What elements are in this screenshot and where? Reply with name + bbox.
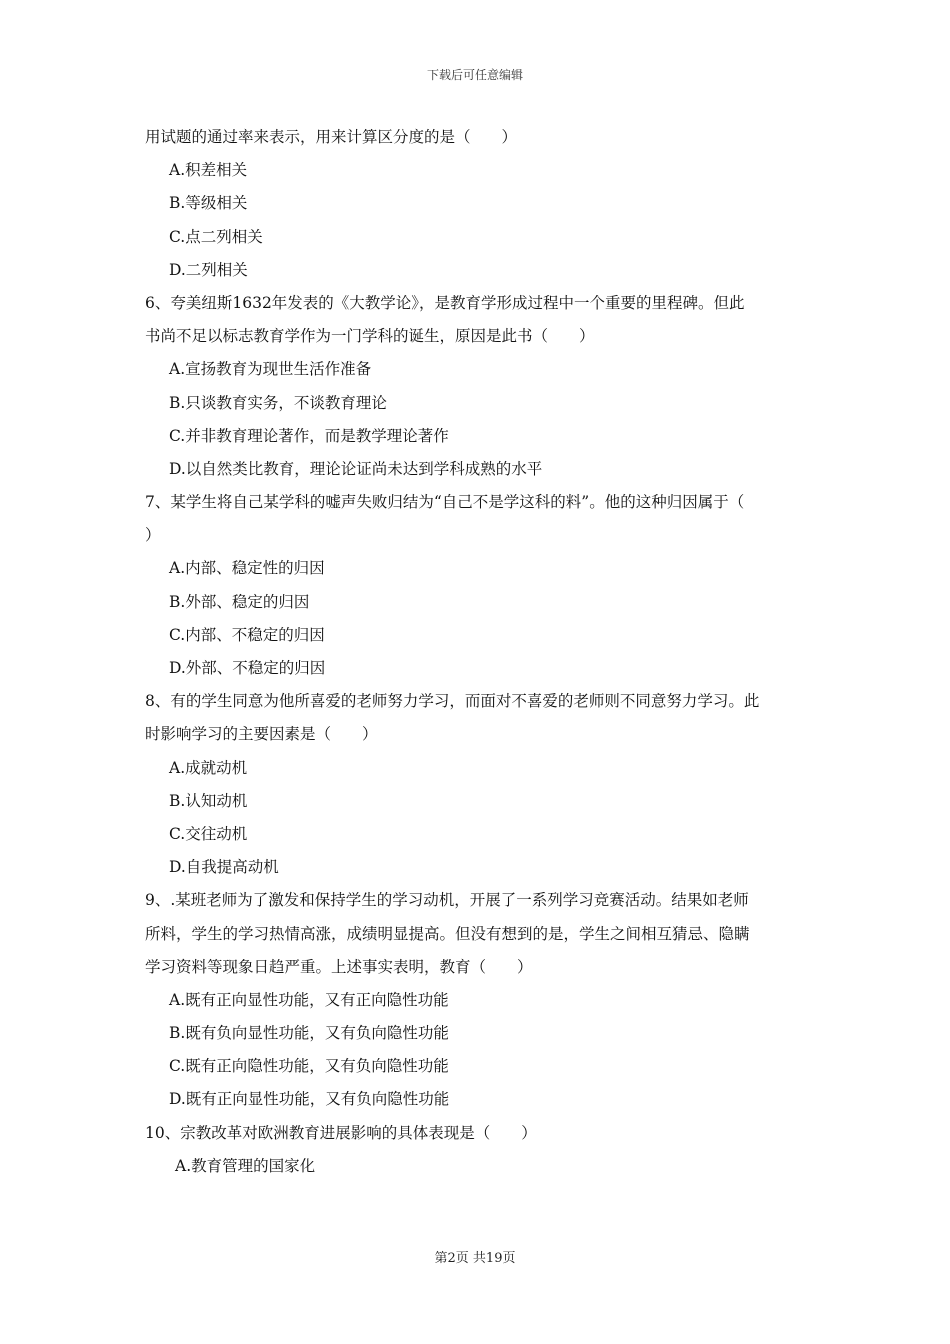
page-footer: 第2页 共19页 <box>434 1251 516 1266</box>
question-line: 6、夸美纽斯1632年发表的《大教学论》，是教育学形成过程中一个重要的里程碑。但此 <box>145 293 745 312</box>
document-body <box>145 121 815 1183</box>
question-line: 9、.某班老师为了激发和保持学生的学习动机，开展了一系列学习竞赛活动。结果如老师 <box>145 891 749 910</box>
option-line: A.积差相关 <box>169 161 248 180</box>
question-line: 8、有的学生同意为他所喜爱的老师努力学习，而面对不喜爱的老师则不同意努力学习。此 <box>145 692 760 711</box>
option-line: A.成就动机 <box>169 758 248 777</box>
option-line: B.认知动机 <box>169 791 248 810</box>
question-line: 10、宗教改革对欧洲教育进展影响的具体表现是（ ） <box>145 1123 537 1142</box>
option-line: C.内部、不稳定的归因 <box>169 625 325 644</box>
option-line: A.教育管理的国家化 <box>175 1156 316 1175</box>
option-line: D.既有正向显性功能，又有负向隐性功能 <box>169 1090 450 1109</box>
option-line: D.二列相关 <box>169 260 248 279</box>
option-line: A.既有正向显性功能，又有正向隐性功能 <box>169 990 449 1009</box>
option-line: C.并非教育理论著作，而是教学理论著作 <box>169 426 449 445</box>
option-line: B.既有负向显性功能，又有负向隐性功能 <box>169 1024 449 1043</box>
option-line: D.外部、不稳定的归因 <box>169 659 326 677</box>
option-line: B.只谈教育实务，不谈教育理论 <box>169 393 387 412</box>
question-line: 用试题的通过率来表示，用来计算区分度的是（ ） <box>145 128 518 146</box>
page-header: 下载后可任意编辑 <box>426 68 523 82</box>
option-line: A.宣扬教育为现世生活作准备 <box>169 360 372 379</box>
option-line: C.交往动机 <box>169 824 248 843</box>
option-line: D.自我提高动机 <box>169 858 279 877</box>
question-line: 书尚不足以标志教育学作为一门学科的诞生，原因是此书（ ） <box>145 327 595 346</box>
question-line: 时影响学习的主要因素是（ ） <box>145 725 378 744</box>
question-line: 所料，学生的学习热情高涨，成绩明显提高。但没有想到的是，学生之间相互猜忌、隐瞒 <box>145 924 750 943</box>
question-line: 7、某学生将自己某学科的嘘声失败归结为“自己不是学这科的料”。他的这种归因属于（ <box>145 493 745 512</box>
option-line: A.内部、稳定性的归因 <box>169 559 325 578</box>
question-line: 学习资料等现象日趋严重。上述事实表明，教育（ ） <box>145 957 533 976</box>
option-line: C.点二列相关 <box>169 227 263 246</box>
option-line: B.外部、稳定的归因 <box>169 592 310 611</box>
option-line: D.以自然类比教育，理论论证尚未达到学科成熟的水平 <box>169 459 543 478</box>
option-line: C.既有正向隐性功能，又有负向隐性功能 <box>169 1057 449 1076</box>
option-line: B.等级相关 <box>169 194 248 213</box>
question-line: ） <box>145 526 161 545</box>
